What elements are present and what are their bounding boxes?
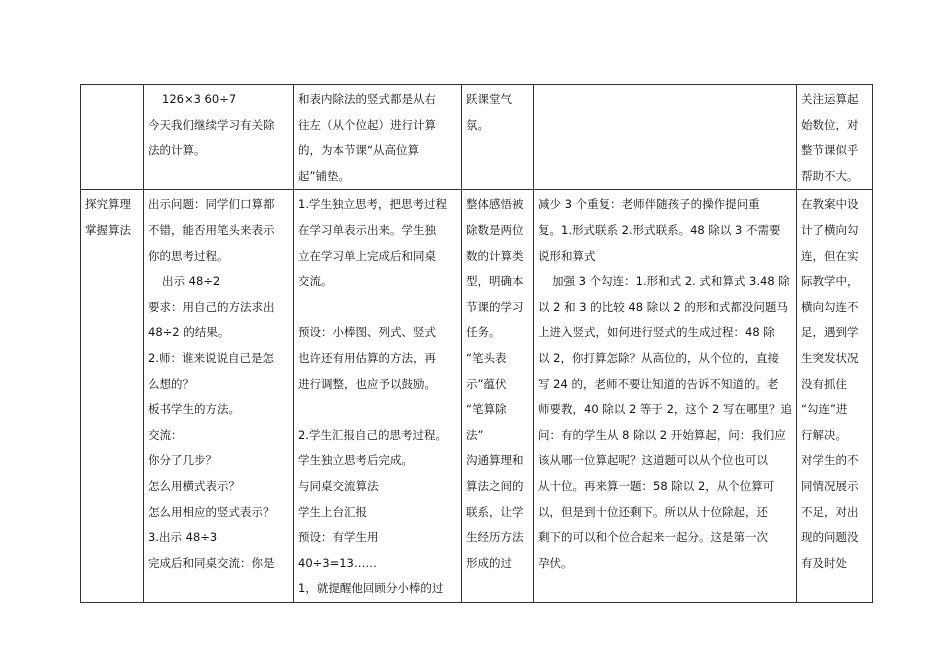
text-line: 么想的？ [148, 376, 194, 391]
student-activity-cell [294, 85, 462, 190]
notes-cell [797, 190, 873, 603]
text-line: 和表内除法的竖式都是从右 [298, 92, 436, 106]
notes-cell [797, 85, 873, 190]
text-line: 孕伏。 [538, 555, 573, 570]
text-line: 除数是两位 [466, 222, 524, 237]
student-activity-cell [294, 190, 462, 603]
text-line: 法的计算。 [148, 143, 206, 158]
text-line: 的，为本节课“从高位算 [298, 143, 419, 158]
text-line: 该从哪一位算起呢？这道题可以从个位也可以 [538, 453, 768, 468]
text-line: 学生独立思考后完成。 [298, 453, 413, 468]
design-intent-cell [462, 190, 534, 603]
text-line: 3.出示 48÷3 [148, 530, 218, 545]
text-line: 整节课似乎 [801, 143, 859, 158]
text-line: 以 2，你打算怎除？从高位的，从个位的，直接 [538, 350, 779, 365]
reflection-cell [534, 190, 797, 603]
text-line: 形成的过 [466, 555, 512, 570]
table-row [81, 85, 873, 190]
text-line: 也许还有用估算的方法，再 [298, 350, 436, 365]
text-line: “笔头表 [466, 350, 507, 365]
text-line: 始数位，对 [801, 117, 859, 132]
text-line: 生经历方法 [466, 530, 524, 545]
teacher-activity-cell [144, 85, 294, 190]
text-line: 起”铺垫。 [298, 168, 350, 183]
text-line: 交流。 [298, 274, 333, 289]
text-line: 往左（从个位起）进行计算 [298, 117, 436, 132]
text-line: 探究算理 [85, 197, 131, 212]
text-line [298, 397, 457, 423]
text-line: 要求：用自己的方法求出 [148, 299, 275, 314]
text-line: 126×3 60÷7 [162, 92, 237, 106]
reflection-cell [534, 85, 797, 190]
stage-cell [81, 190, 144, 603]
text-line: 算法之间的 [466, 478, 524, 493]
text-line: 有及时处 [801, 555, 847, 570]
text-line: 预设：有学生用 40÷3=13…… [298, 530, 379, 570]
text-line: 剩下的可以和个位合起来一起分。这是第一次 [538, 530, 768, 545]
text-line: 行解决。 [801, 427, 847, 442]
text-line: 你分了几步？ [148, 453, 217, 468]
text-line: 联系，让学 [466, 504, 524, 519]
text-line: 与同桌交流算法 [298, 478, 379, 493]
text-line: 说形和算式 [538, 248, 596, 263]
text-line: 出示问题：同学们口算都 [148, 197, 275, 212]
text-line: 学生上台汇报 [298, 504, 367, 519]
text-line: 关注运算起 [801, 92, 859, 106]
text-line: 问：有的学生从 8 除以 2 开始算起，问：我们应 [538, 427, 786, 442]
text-line: 计了横向勾 [801, 222, 859, 237]
text-line: 横向勾连不 [801, 299, 859, 314]
text-line: 2.师：谁来说说自己是怎 [148, 350, 274, 365]
text-line: 以 2 和 3 的比较 48 除以 2 的形和式都没问题马 [538, 299, 788, 314]
text-line: 完成后和同桌交流：你是 [148, 555, 275, 570]
text-line: 不错，能否用笔头来表示 [148, 222, 275, 237]
text-line: 立在学习单上完成后和同桌 [298, 248, 436, 263]
text-line: 氛。 [466, 117, 489, 132]
text-line: 板书学生的方法。 [148, 402, 240, 417]
text-line: 写 24 的，老师不要让知道的告诉不知道的。老 [538, 376, 779, 391]
text-line: 法” [466, 427, 484, 442]
text-line: 帮助不大。 [801, 168, 859, 183]
text-line: 交流： [148, 427, 183, 442]
text-line: 减少 3 个重复：老师伴随孩子的操作提问重 [538, 197, 760, 212]
text-line: 型，明确本 [466, 274, 524, 289]
text-line: 没有抓住 [801, 376, 847, 391]
text-line: 任务。 [466, 325, 501, 340]
text-line: 上进入竖式，如何进行竖式的生成过程：48 除 [538, 325, 775, 340]
stage-cell [81, 85, 144, 190]
text-line: 示”蕴伏 [466, 376, 507, 391]
text-line: 2.学生汇报自己的思考过程。 [298, 427, 447, 442]
text-line: 不足，对出 [801, 504, 859, 519]
text-line: 以，但是到十位还剩下。所以从十位除起，还 [538, 504, 768, 519]
text-line: 连，但在实 [801, 248, 859, 263]
text-line: 预设：小棒图、列式、竖式 [298, 325, 436, 340]
text-line: 1.学生独立思考，把思考过程 [298, 197, 447, 212]
text-line: 怎么用相应的竖式表示？ [148, 504, 275, 519]
text-line: 生突发状况 [801, 350, 859, 365]
text-line: 整体感悟被 [466, 197, 524, 212]
text-line [298, 295, 457, 321]
lesson-plan-table [80, 84, 873, 603]
text-line: 复。1.形式联系 2.形式联系。48 除以 3 不需要 [538, 222, 781, 237]
text-line: 1，就提醒他回顾分小棒的过 [298, 581, 444, 596]
text-line: 从十位。再来算一题：58 除以 2，从个位算可 [538, 478, 775, 493]
text-line: 48÷2 的结果。 [148, 325, 230, 340]
text-line: 师要教，40 除以 2 等于 2，这个 2 写在哪里？追 [538, 402, 793, 417]
text-line: 加强 3 个勾连：1.形和式 2. 式和算式 3.48 除 [552, 274, 790, 289]
design-intent-cell [462, 85, 534, 190]
text-line: 怎么用横式表示？ [148, 478, 240, 493]
table-row [81, 190, 873, 603]
text-line: 在教案中设 [801, 197, 859, 212]
text-line: 掌握算法 [85, 222, 131, 237]
text-line: 在学习单表示出来。学生独 [298, 222, 436, 237]
text-line: 对学生的不 [801, 453, 859, 468]
text-line: 数的计算类 [466, 248, 524, 263]
text-line: 际教学中， [801, 274, 859, 289]
text-line: “笔算除 [466, 402, 507, 417]
teacher-activity-cell [144, 190, 294, 603]
text-line: “勾连”进 [801, 402, 848, 417]
text-line: 足，遇到学 [801, 325, 859, 340]
lesson-plan-body [81, 85, 873, 603]
text-line: 进行调整，也应予以鼓励。 [298, 376, 436, 391]
text-line: 现的问题没 [801, 530, 859, 545]
text-line: 沟通算理和 [466, 453, 524, 468]
text-line: 你的思考过程。 [148, 248, 229, 263]
text-line: 跃课堂气 [466, 92, 512, 106]
text-line: 同情况展示 [801, 478, 859, 493]
text-line: 出示 48÷2 [162, 274, 221, 289]
text-line: 今天我们继续学习有关除 [148, 117, 275, 132]
text-line: 节课的学习 [466, 299, 524, 314]
